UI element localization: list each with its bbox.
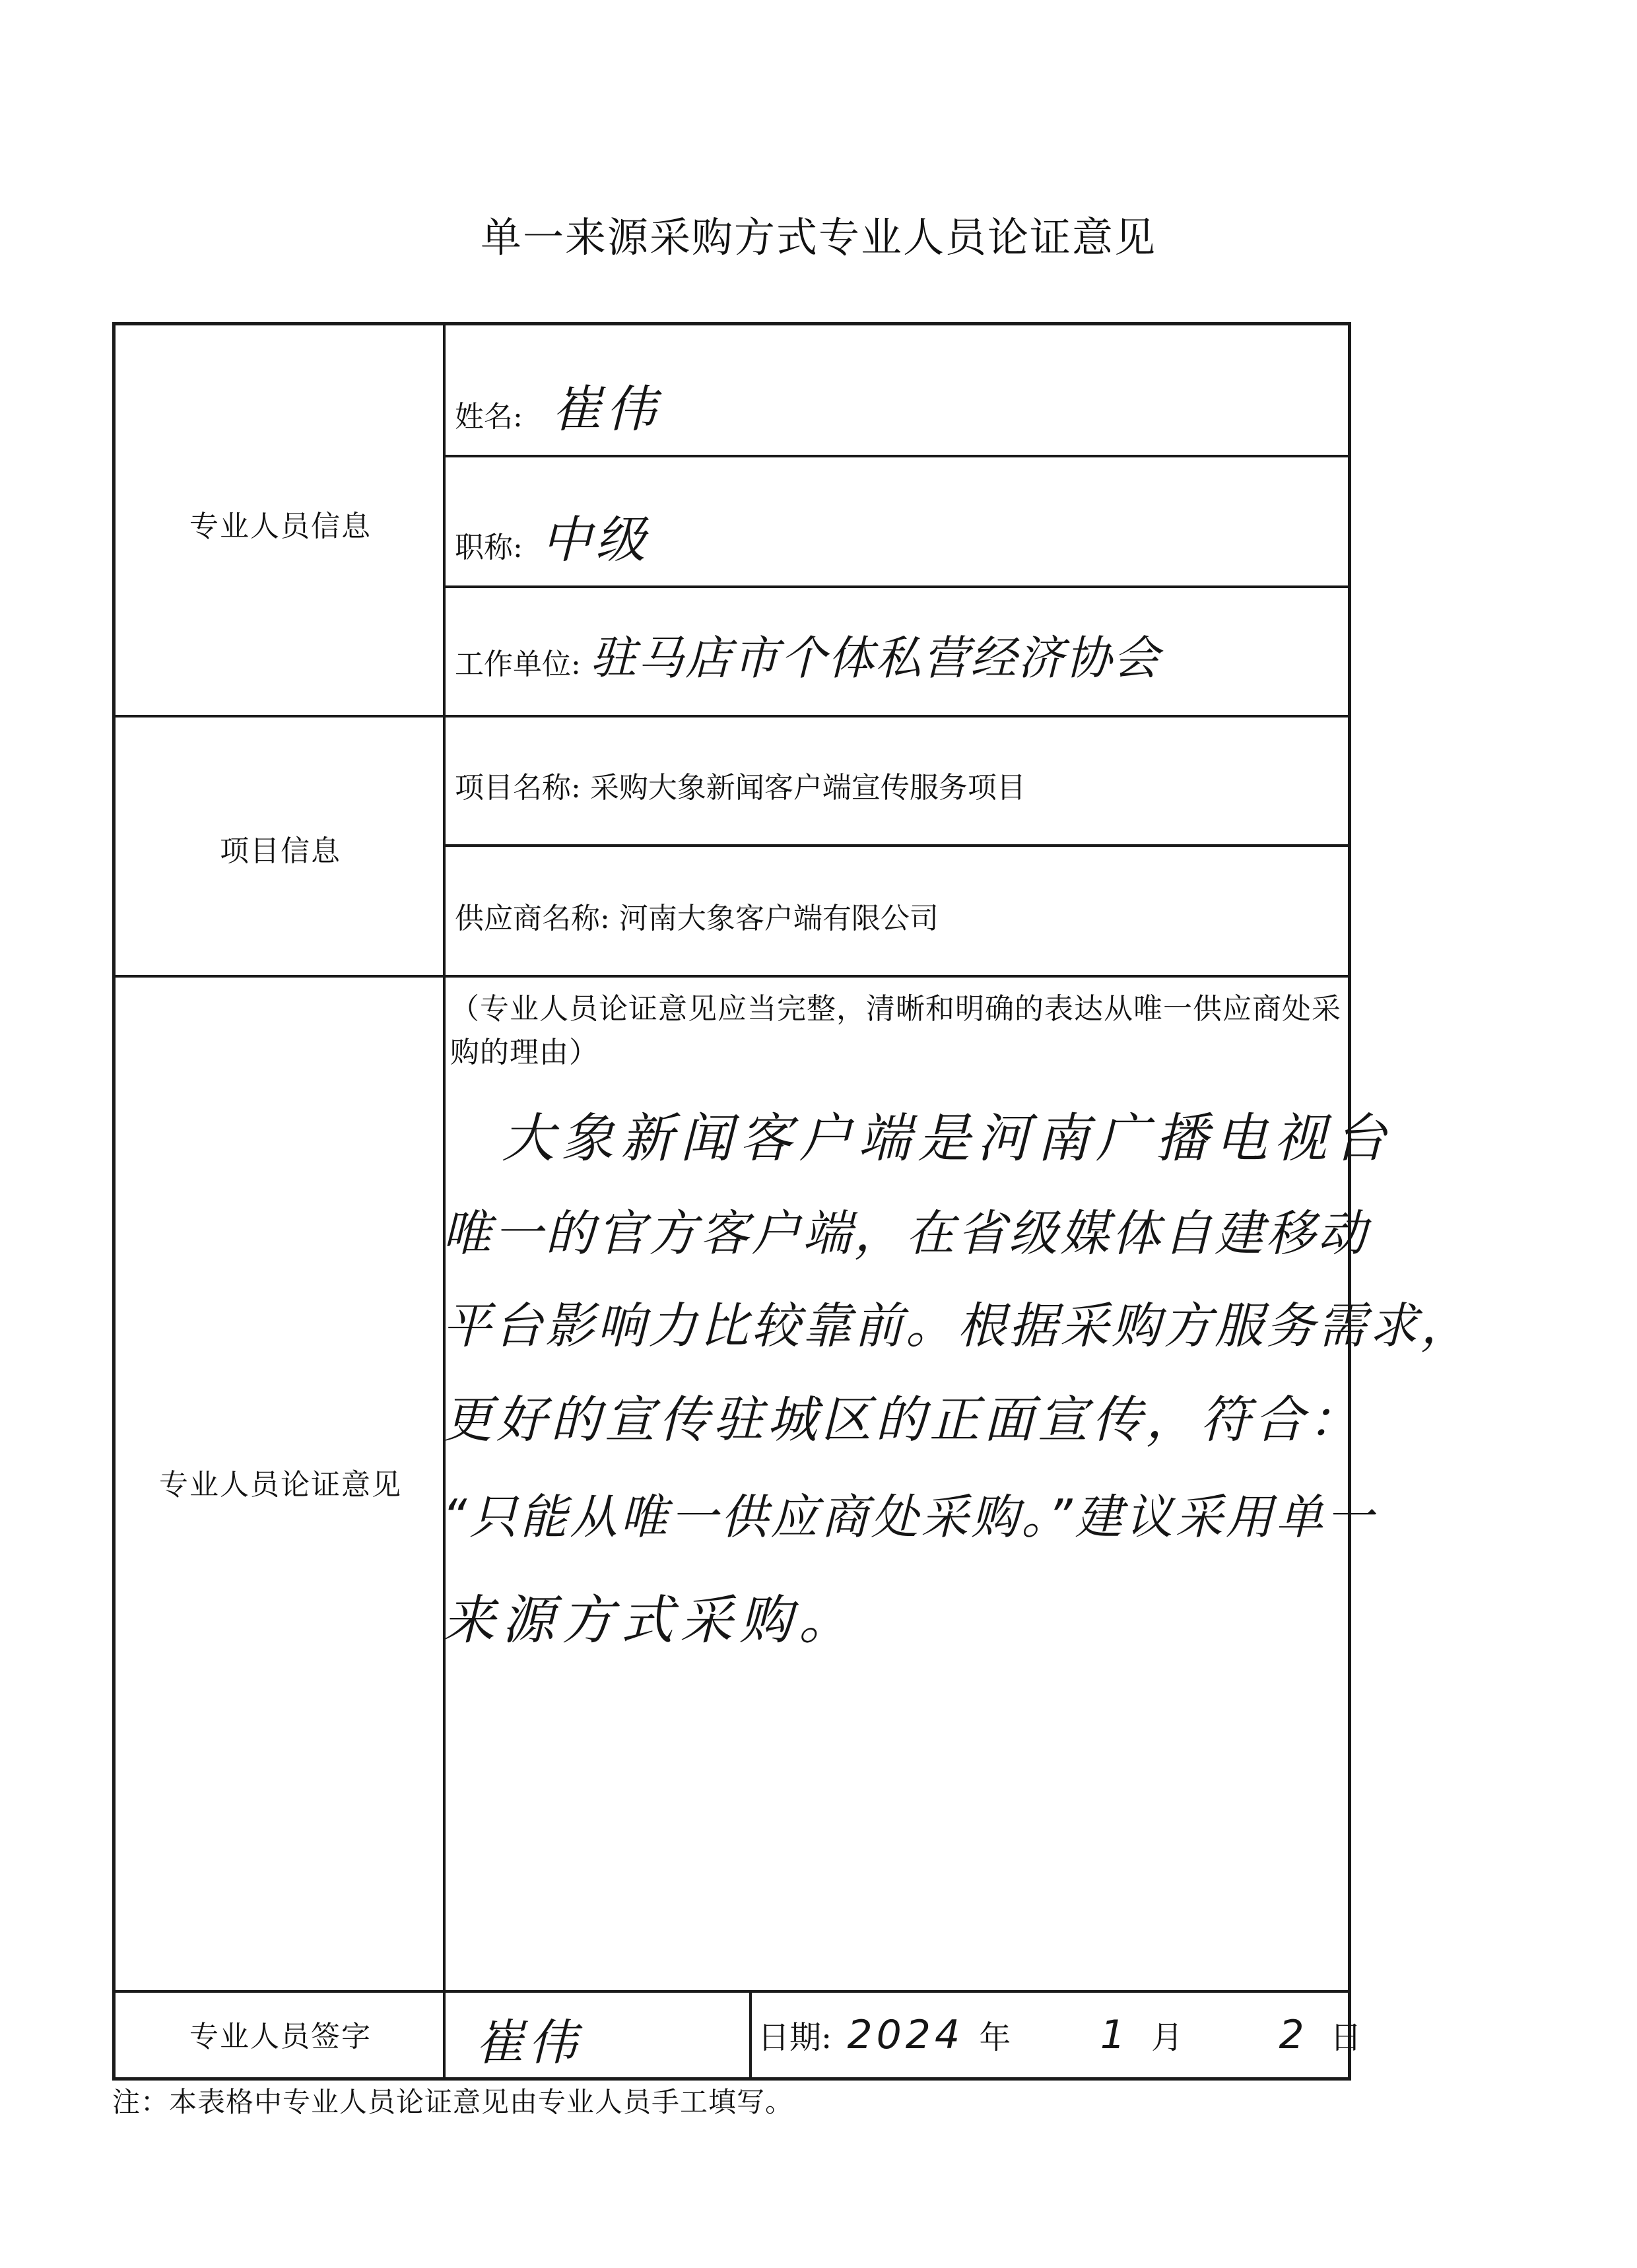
date-month-handwritten: 1 <box>1100 2012 1129 2058</box>
opinion-handwritten-line: 平台影响力比较靠前。根据采购方服务需求， <box>442 1298 1472 1354</box>
page-title: 单一来源采购方式专业人员论证意见 <box>480 213 1156 261</box>
date-day-handwritten: 2 <box>1279 2012 1308 2058</box>
employer-label: 工作单位: <box>455 648 581 681</box>
section-label-personnel: 专业人员信息 <box>189 510 372 543</box>
supplier-label: 供应商名称: <box>455 902 610 935</box>
signature-handwritten: 崔伟 <box>475 2015 581 2071</box>
employer-value-handwritten: 驻马店市个体私营经济协会 <box>589 631 1160 685</box>
section-divider-project-opinion <box>116 975 1348 978</box>
opinion-handwritten-line: 唯一的官方客户端，在省级媒体自建移动 <box>442 1205 1369 1262</box>
footer-note: 注：本表格中专业人员论证意见由专业人员手工填写。 <box>112 2086 794 2118</box>
date-year-handwritten: 2024 <box>847 2012 964 2058</box>
supplier-value: 河南大象客户端有限公司 <box>618 902 939 935</box>
row-divider-name <box>443 455 1348 457</box>
opinion-handwritten-line: “只能从唯一供应商处采购。”建议采用单一 <box>442 1489 1376 1545</box>
project-name-field <box>455 764 1026 806</box>
section-label-signature: 专业人员签字 <box>189 2020 372 2053</box>
project-name-label: 项目名称: <box>455 771 581 805</box>
name-label: 姓名: <box>455 400 523 434</box>
opinion-handwritten-line: 大象新闻客户端是河南广播电视台 <box>502 1108 1393 1169</box>
name-field <box>455 369 660 441</box>
supplier-field <box>455 894 939 937</box>
opinion-instruction: （专业人员论证意见应当完整，清晰和明确的表达从唯一供应商处采购的理由） <box>450 992 1341 1069</box>
section-label-opinion: 专业人员论证意见 <box>159 1468 402 1502</box>
opinion-handwritten-line: 来源方式采购。 <box>442 1589 858 1651</box>
name-value-handwritten: 崔伟 <box>551 380 660 438</box>
section-divider-personnel-project <box>116 715 1348 717</box>
date-field <box>758 2012 1362 2058</box>
title-field <box>455 500 650 572</box>
date-day-unit: 日 <box>1329 2019 1362 2056</box>
title-value-handwritten: 中级 <box>541 510 650 569</box>
date-label: 日期: <box>758 2019 832 2056</box>
row-divider-project-name <box>443 844 1348 847</box>
row-divider-title <box>443 585 1348 588</box>
section-label-project: 项目信息 <box>220 834 341 868</box>
title-label: 职称: <box>455 531 523 564</box>
section-divider-opinion-signature <box>116 1990 1348 1993</box>
project-name-value: 采购大象新闻客户端宣传服务项目 <box>589 771 1026 805</box>
signature-divider <box>749 1993 752 2077</box>
opinion-handwritten-line: 更好的宣传驻城区的正面宣传，符合： <box>442 1390 1362 1449</box>
employer-field <box>455 621 1160 688</box>
date-month-unit: 月 <box>1151 2019 1184 2056</box>
date-year-unit: 年 <box>979 2019 1011 2056</box>
